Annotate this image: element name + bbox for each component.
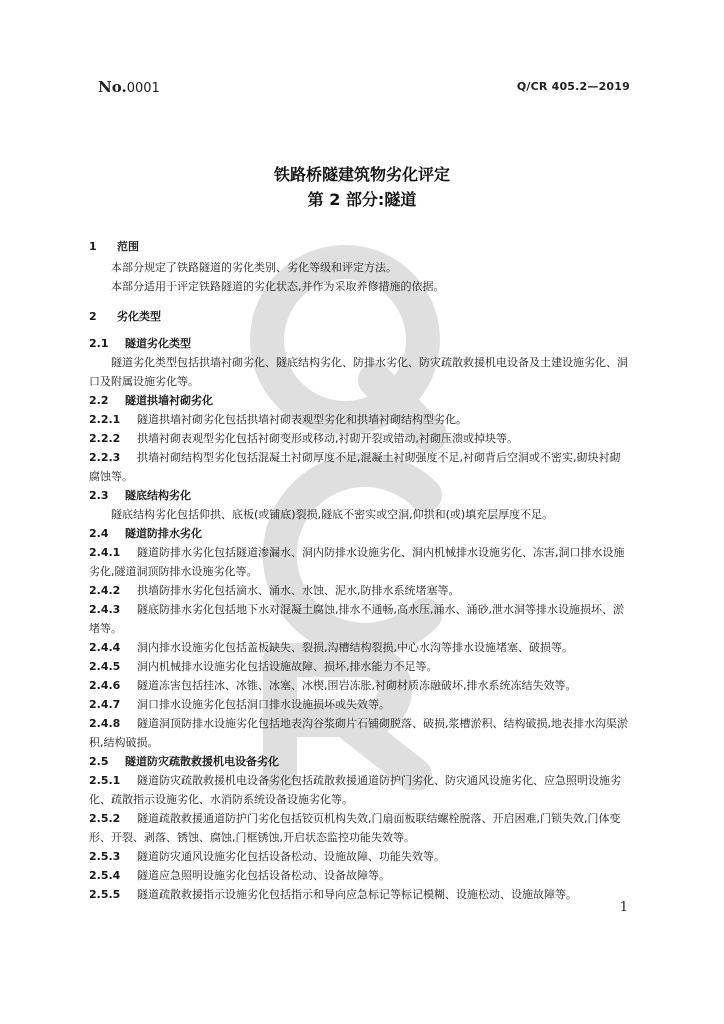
clause-2-2-1 [89, 410, 631, 429]
clause-text: 拱墙防排水劣化包括滴水、涌水、水蚀、泥水,防排水系统堵塞等。 [137, 584, 460, 597]
page-number: 1 [619, 900, 628, 915]
clause-2-2-3 [89, 448, 631, 486]
clause-2-4-5 [89, 657, 631, 676]
subsection-number: 2.3 [89, 489, 109, 502]
clause-number: 2.4.3 [89, 603, 121, 616]
subsection-title: 隧道防灾疏散救援机电设备劣化 [125, 755, 279, 768]
paragraph: 隧道劣化类型包括拱墙衬砌劣化、隧底结构劣化、防排水劣化、防灾疏散救援机电设备及土建设施劣化、洞口及附属设施劣化等。 [89, 356, 628, 388]
clause-number: 2.4.4 [89, 641, 121, 654]
clause-2-5-5 [89, 885, 631, 904]
paragraph: 本部分规定了铁路隧道的劣化类别、劣化等级和评定方法。 [111, 261, 397, 274]
clause-text: 洞内排水设施劣化包括盖板缺失、裂损,沟槽结构裂损,中心水沟等排水设施堵塞、破损等。 [137, 641, 573, 654]
clause-2-4-8 [89, 714, 631, 752]
clause-number: 2.4.8 [89, 717, 121, 730]
clause-text: 隧道疏散救援通道防护门劣化包括铰页机构失效,门扇面板联结螺栓脱落、开启困难,门锁失效,门体变形、开裂、剥落、锈蚀、腐蚀,门框锈蚀,开启状态监控功能失效等。 [89, 812, 621, 844]
section-heading-1 [89, 236, 631, 258]
subsection-number: 2.2 [89, 394, 109, 407]
clause-text: 拱墙衬砌表观型劣化包括衬砌变形或移动,衬砌开裂或错动,衬砌压溃或掉块等。 [137, 432, 518, 445]
clause-number: 2.4.7 [89, 698, 121, 711]
document-subtitle: 第 2 部分:隧道 [307, 190, 417, 209]
clause-2-5-1 [89, 771, 631, 809]
clause-text: 隧道防排水劣化包括隧道渗漏水、洞内防排水设施劣化、洞内机械排水设施劣化、冻害,洞口排水设施劣化,隧道洞顶防排水设施劣化等。 [89, 546, 625, 578]
clause-number: 2.2.2 [89, 432, 121, 445]
clause-2-4-6 [89, 676, 631, 695]
section-title: 劣化类型 [117, 310, 161, 323]
document-number [98, 78, 160, 96]
clause-2-4-4 [89, 638, 631, 657]
standard-code: Q/CR 405.2—2019 [516, 80, 630, 93]
subsection-heading-2-3 [89, 486, 631, 505]
clause-number: 2.5.5 [89, 888, 121, 901]
paragraph: 隧底结构劣化包括仰拱、底板(或铺底)裂损,隧底不密实或空洞,仰拱和(或)填充层厚度不足。 [111, 508, 554, 521]
document-body [89, 232, 631, 904]
section-number: 1 [89, 240, 97, 253]
subsection-heading-2-1 [89, 334, 631, 353]
subsection-title: 隧道防排水劣化 [125, 527, 202, 540]
clause-number: 2.4.6 [89, 679, 121, 692]
subsection-number: 2.1 [89, 337, 109, 350]
clause-text: 隧道防灾疏散救援机电设备劣化包括疏散救援通道防护门劣化、防灾通风设施劣化、应急照明设施劣化、疏散指示设施劣化、水消防系统设备设施劣化等。 [89, 774, 621, 806]
subsection-heading-2-4 [89, 524, 631, 543]
clause-text: 隧道拱墙衬砌劣化包括拱墙衬砌表观型劣化和拱墙衬砌结构型劣化。 [137, 413, 467, 426]
clause-number: 2.5.2 [89, 812, 121, 825]
clause-text: 洞内机械排水设施劣化包括设施故障、损坏,排水能力不足等。 [137, 660, 438, 673]
clause-number: 2.5.4 [89, 869, 121, 882]
clause-2-5-3 [89, 847, 631, 866]
clause-text: 拱墙衬砌结构型劣化包括混凝土衬砌厚度不足,混凝土衬砌强度不足,衬砌背后空洞或不密实,砌块衬砌腐蚀等。 [89, 451, 621, 483]
clause-text: 隧底防排水劣化包括地下水对混凝土腐蚀,排水不通畅,高水压,涌水、涌砂,泄水洞等排水设施损坏、淤堵等。 [89, 603, 624, 635]
clause-number: 2.5.3 [89, 850, 121, 863]
subsection-title: 隧道劣化类型 [125, 337, 191, 350]
subsection-number: 2.5 [89, 755, 109, 768]
section-number: 2 [89, 310, 97, 323]
subsection-number: 2.4 [89, 527, 109, 540]
section-heading-2 [89, 306, 631, 328]
clause-text: 隧道防灾通风设施劣化包括设备松动、设施故障、功能失效等。 [137, 850, 445, 863]
document-title: 铁路桥隧建筑物劣化评定 [273, 165, 450, 184]
clause-text: 洞口排水设施劣化包括洞口排水设施损坏或失效等。 [137, 698, 390, 711]
paragraph: 本部分适用于评定铁路隧道的劣化状态,并作为采取养修措施的依据。 [111, 280, 445, 293]
clause-number: 2.2.3 [89, 451, 121, 464]
clause-2-4-3 [89, 600, 631, 638]
subsection-title: 隧底结构劣化 [125, 489, 191, 502]
subsection-heading-2-5 [89, 752, 631, 771]
number-value: 0001 [126, 81, 160, 96]
clause-text: 隧道疏散救援指示设施劣化包括指示和导向应急标记等标记模糊、设施松动、设施故障等。 [137, 888, 577, 901]
clause-number: 2.4.5 [89, 660, 121, 673]
number-label: No. [98, 78, 127, 96]
clause-text: 隧道冻害包括挂冰、冰锥、冰塞、冰楔,围岩冻胀,衬砌材质冻融破坏,排水系统冻结失效等。 [137, 679, 577, 692]
subsection-title: 隧道拱墙衬砌劣化 [125, 394, 213, 407]
clause-number: 2.4.1 [89, 546, 121, 559]
clause-2-2-2 [89, 429, 631, 448]
clause-number: 2.5.1 [89, 774, 121, 787]
clause-2-4-7 [89, 695, 631, 714]
clause-2-5-4 [89, 866, 631, 885]
clause-number: 2.2.1 [89, 413, 121, 426]
clause-text: 隧道洞顶防排水设施劣化包括地表沟谷浆砌片石铺砌脱落、破损,浆槽淤积、结构破损,地表排水沟渠淤积,结构破损。 [89, 717, 628, 749]
clause-number: 2.4.2 [89, 584, 121, 597]
clause-2-5-2 [89, 809, 631, 847]
subsection-heading-2-2 [89, 391, 631, 410]
clause-2-4-2 [89, 581, 631, 600]
clause-2-4-1 [89, 543, 631, 581]
section-title: 范围 [117, 240, 139, 253]
clause-text: 隧道应急照明设施劣化包括设备松动、设备故障等。 [137, 869, 390, 882]
